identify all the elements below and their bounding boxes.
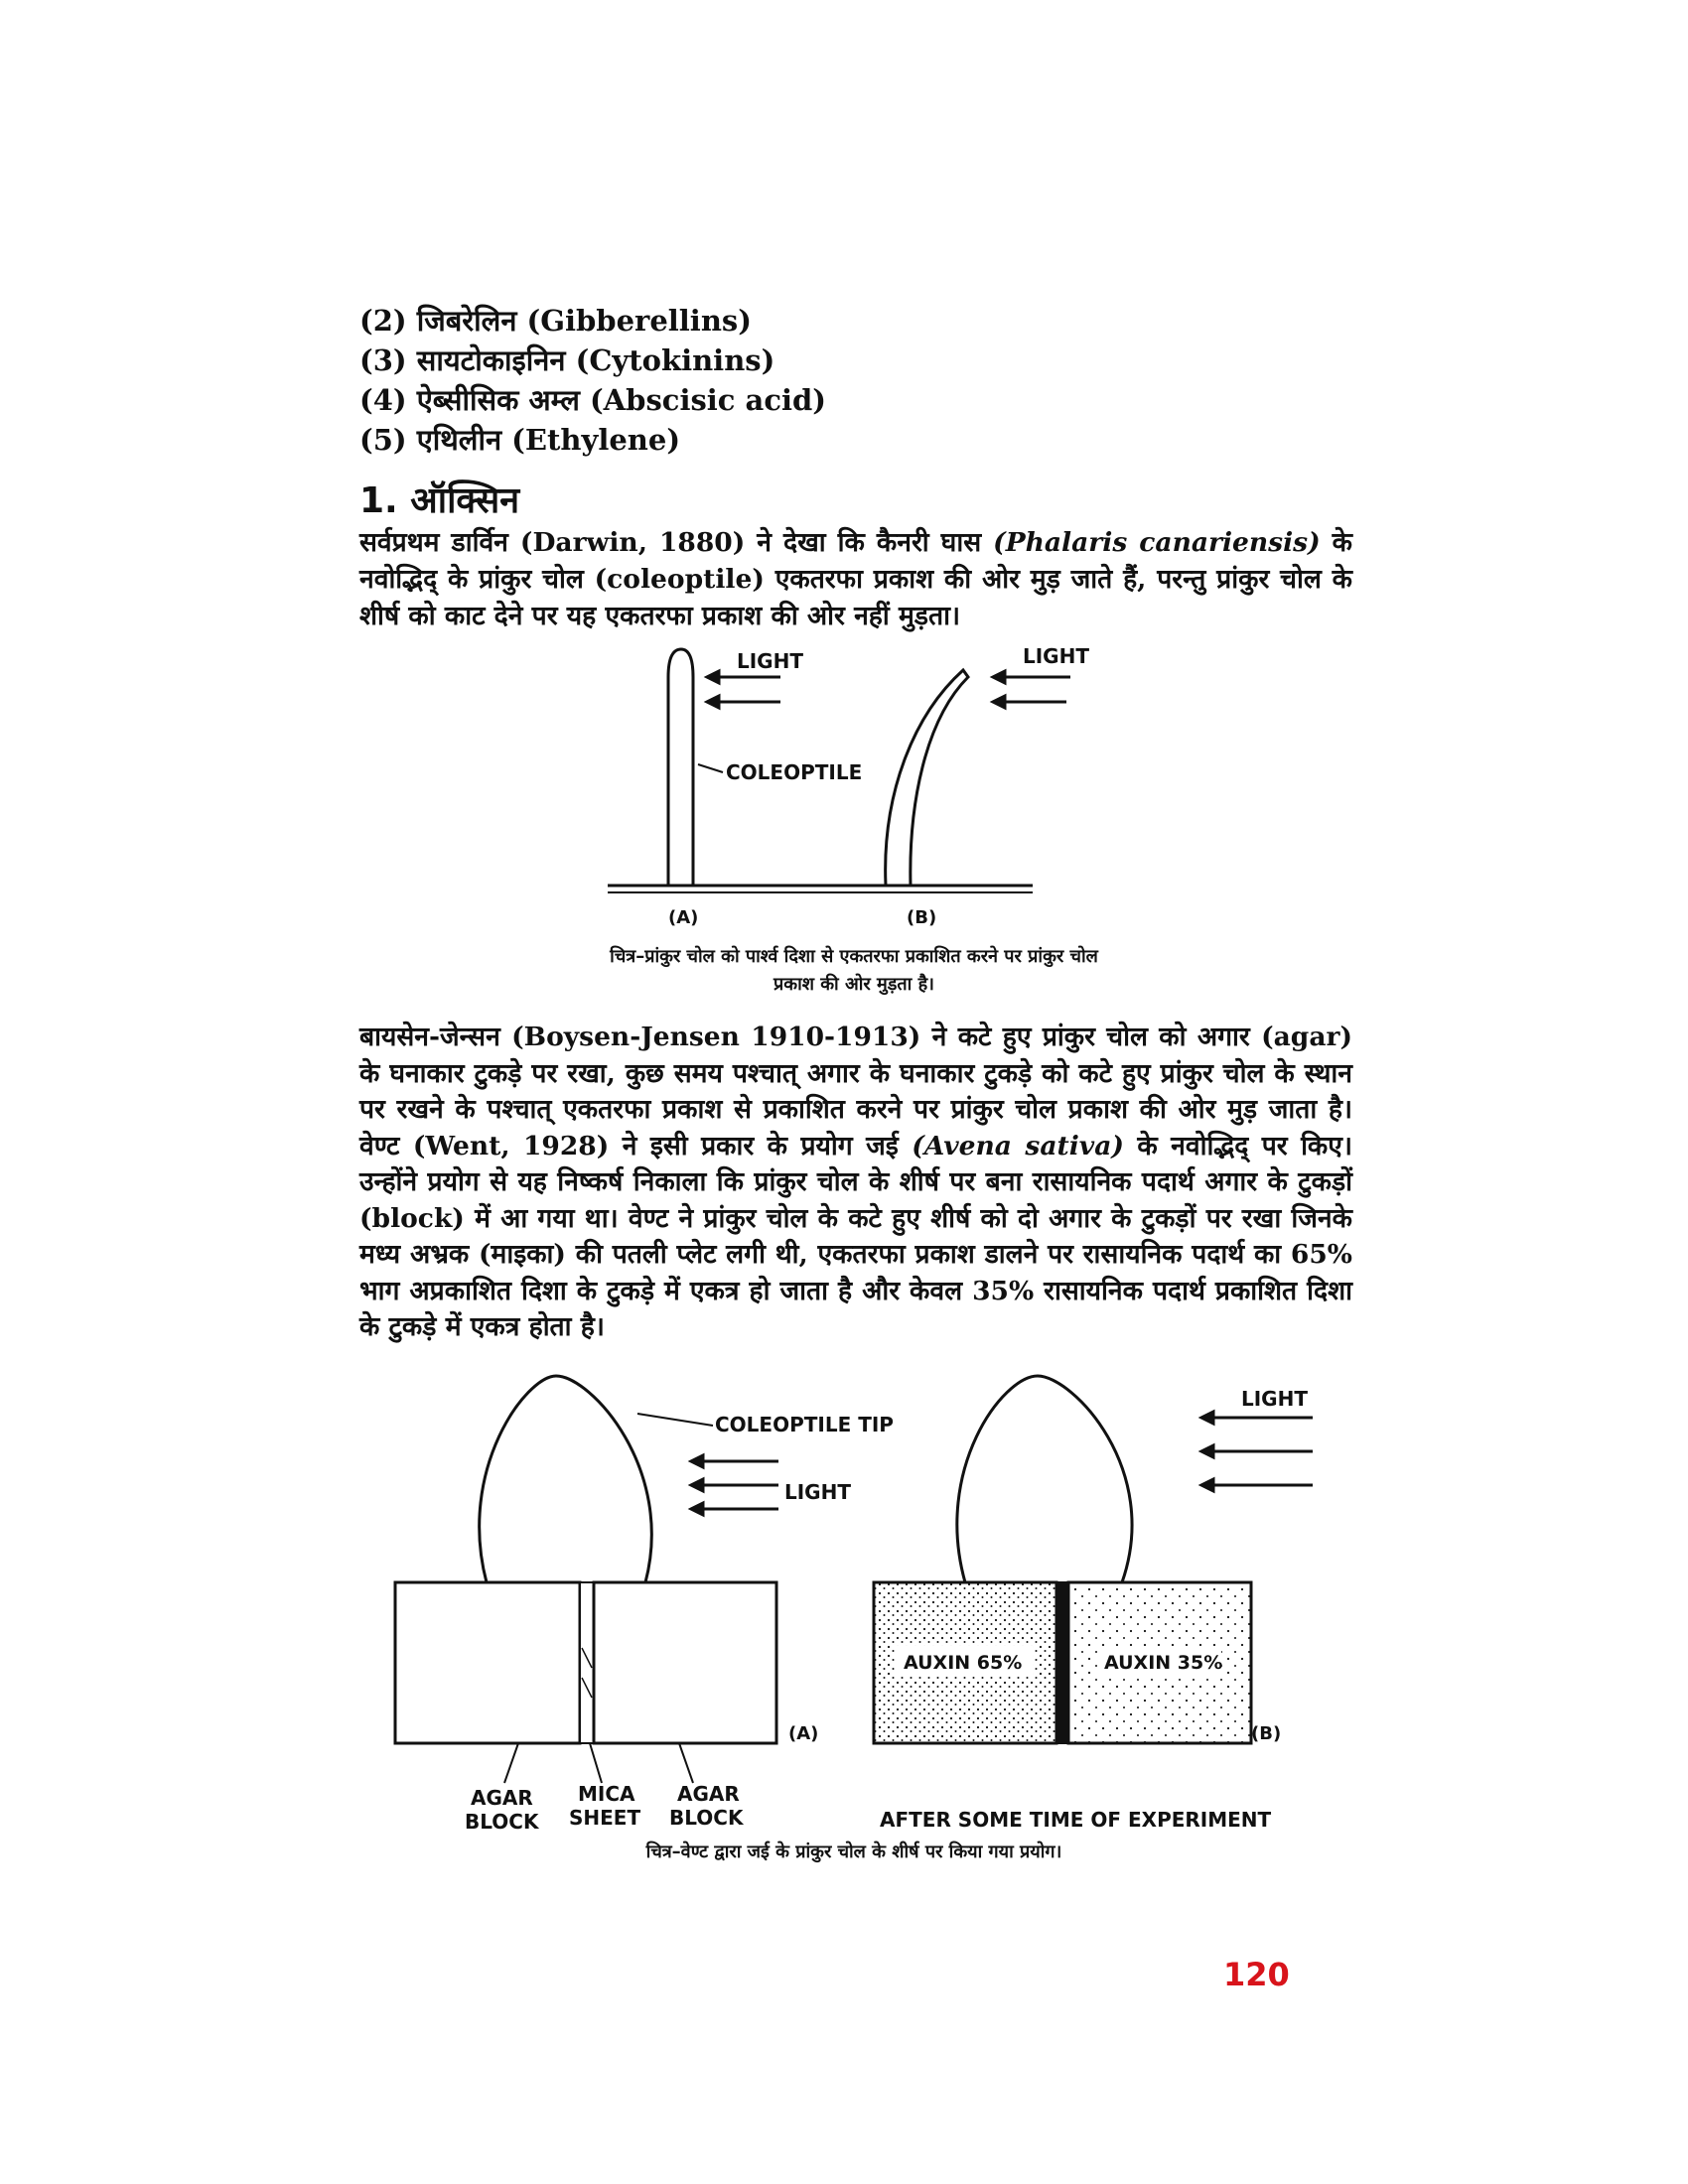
list-item: (3) सायटोकाइनिन (Cytokinins) — [359, 343, 775, 377]
paragraph-text: बायसेन-जेन्सन (Boysen-Jensen 1910-1913) ने कटे हुए प्रांकुर चोल को अगार (agar) के घनाकार टुकड़े पर रखा, कुछ समय पश्चात् अगार के घनाकार टुकड़े को कटे हुए प्रांकुर चोल के स्थान पर रखने के पश्चात् एकतरफा प्रकाश से प्रकाशित करने पर प्रांकुर चोल प्रकाश की ओर मुड़ जाता है। वेण्ट (Went, 1928) ने इसी प्रकार के प्रयोग जई — [359, 1022, 1352, 1161]
figure2-caption: चित्र–वेण्ट द्वारा जई के प्रांकुर चोल के शीर्ष पर किया गया प्रयोग। — [645, 1842, 1062, 1862]
paragraph-text: के नवोद्भिद् पर किए। उन्होंने प्रयोग से यह निष्कर्ष निकाला कि प्रांकुर चोल के शीर्ष पर बना रासायनिक पदार्थ अगार के टुकड़ों (block) में आ गया था। वेण्ट ने प्रांकुर चोल के कटे हुए शीर्ष को दो अगार के टुकड़ों पर रखा जिनके मध्य अभ्रक (माइका) की पतली प्लेट लगी थी, एकतरफा प्रकाश डालने पर रासायनिक पदार्थ का 65% भाग अप्रकाशित दिशा के टुकड़े में एकत्र हो जाता है और केवल 35% रासायनिक पदार्थ प्रकाशित दिशा के टुकड़े में एकत्र होता है। — [359, 1130, 1352, 1342]
hormone-list — [359, 301, 1352, 460]
section-heading: 1. ऑक्सिन — [359, 480, 520, 521]
paragraph-went — [359, 1020, 1352, 1346]
light-arrows-b — [1201, 1412, 1313, 1491]
light-arrows-b — [993, 671, 1070, 708]
figure-went-experiment — [377, 1350, 1331, 1842]
label-a: (A) — [788, 1723, 819, 1744]
label-b: (B) — [1251, 1723, 1282, 1744]
coleoptile-label: COLEOPTILE — [726, 760, 863, 784]
list-item: (5) एथिलीन (Ethylene) — [359, 423, 681, 457]
list-item: (2) जिबरेलिन (Gibberellins) — [359, 304, 752, 338]
light-arrows-a — [691, 1455, 778, 1515]
figure1-caption — [477, 943, 1231, 999]
mica-sheet-a — [580, 1582, 594, 1743]
caption-line: चित्र–प्रांकुर चोल को पार्श्व दिशा से एकतरफा प्रकाशित करने पर प्रांकुर चोल — [610, 946, 1098, 967]
page-number: 120 — [1223, 1956, 1290, 1993]
light-arrows-a — [707, 671, 780, 708]
species-name: (Avena sativa) — [912, 1130, 1124, 1161]
coleoptile-a — [668, 649, 693, 886]
coleoptile-tip-a — [480, 1376, 652, 1582]
coleoptile-tip-b — [957, 1376, 1132, 1582]
light-label-a: LIGHT — [784, 1480, 851, 1504]
after-experiment-label: AFTER SOME TIME OF EXPERIMENT — [880, 1808, 1272, 1832]
caption-line: प्रकाश की ओर मुड़ता है। — [774, 974, 934, 995]
light-label-b: LIGHT — [1241, 1387, 1308, 1411]
list-item: (4) ऐब्सीसिक अम्ल (Abscisic acid) — [359, 383, 827, 417]
label-a: (A) — [668, 907, 699, 928]
figure-darwin-coleoptile — [596, 635, 1089, 943]
coleoptile-tip-label: COLEOPTILE TIP — [715, 1413, 894, 1436]
auxin-right-label: AUXIN 35% — [1104, 1652, 1223, 1674]
paragraph-darwin — [359, 524, 1352, 634]
mica-sheet-label: MICA SHEET — [569, 1782, 641, 1830]
agar-block-left — [395, 1582, 580, 1743]
paragraph-text: के नवोद्भिद् के प्रांकुर चोल (coleoptile) एकतरफा प्रकाश की ओर मुड़ जाते हैं, परन्तु प्रांकुर चोल के शीर्ष को काट देने पर यह एकतरफा प्रकाश की ओर नहीं मुड़ता। — [359, 527, 1353, 631]
auxin-left-label: AUXIN 65% — [904, 1652, 1023, 1674]
label-b: (B) — [907, 907, 937, 928]
mica-sheet-b — [1056, 1582, 1068, 1743]
agar-block-right-label: AGAR BLOCK — [669, 1782, 744, 1830]
light-label-b: LIGHT — [1023, 644, 1089, 668]
coleoptile-b — [886, 670, 968, 886]
agar-block-left-label: AGAR BLOCK — [465, 1786, 539, 1834]
agar-block-right — [594, 1582, 776, 1743]
paragraph-text: सर्वप्रथम डार्विन (Darwin, 1880) ने देखा कि कैनरी घास — [359, 527, 994, 558]
species-name: (Phalaris canariensis) — [993, 527, 1321, 558]
light-label-a: LIGHT — [737, 649, 803, 673]
